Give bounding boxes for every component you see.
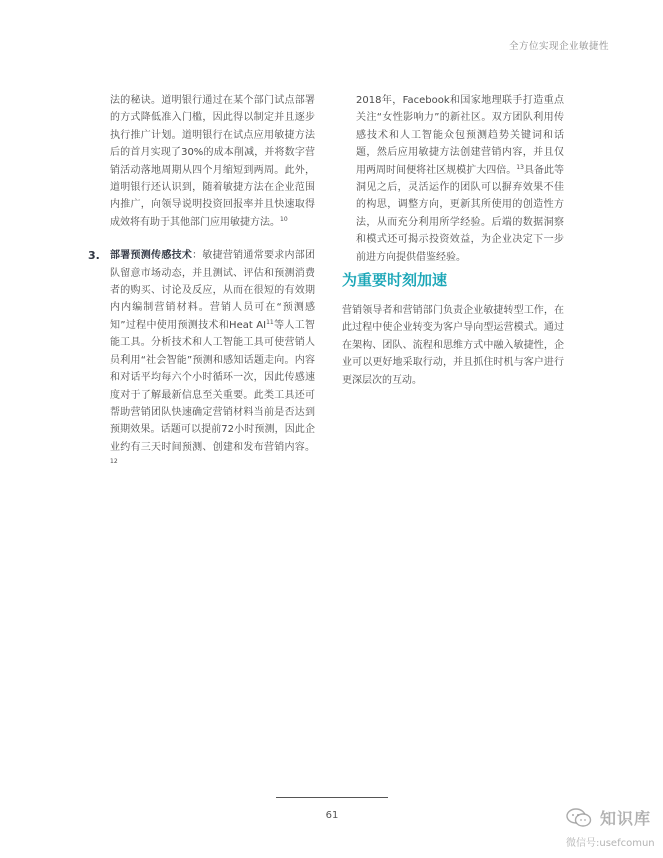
item-title: 部署预测传感技术 [110,250,193,262]
watermark [560,804,660,854]
item-number: 3. [88,249,100,263]
case-paragraph [356,92,564,266]
case-text-part1: 2018年，Facebook和国家地理联手打造重点关注“女性影响力”的新社区。双方团队利用传感技术和人工智能众包预测趋势关键词和话题，然后应用敏捷方法创建营销内容，并且仅用两周时间便将社区规模扩大四倍。 [356,95,564,176]
intro-text: 法的秘诀。道明银行通过在某个部门试点部署的方式降低准入门槛，因此得以制定并且逐步执行推广计划。道明银行在试点应用敏捷方法后的首月实现了30%的成本削减，并将数字营销活动落地周期从四个月缩短到两周。此外，道明银行还认识到，随着敏捷方法在企业范围内推广，向领导说明投资回报率并且快速取得成效将有助于其他部门应用敏捷方法。 [110,95,315,228]
watermark-subtitle: 微信号:usefcomun [566,838,655,849]
footnote-ref: 11 [266,318,274,326]
left-column [88,92,316,474]
page-number: 61 [325,810,339,821]
right-column [356,92,564,266]
accelerate-section [342,270,564,389]
numbered-item-3 [88,247,316,473]
section-paragraph: 营销领导者和营销部门负责企业敏捷转型工作，在此过程中使企业转变为客户导向型运营模式。通过在架构、团队、流程和思维方式中融入敏捷性，企业可以更好地采取行动，并且抓住时机与客户进行更深层次的互动。 [342,305,564,386]
item-body-part2: 等人工智能工具。分析技术和人工智能工具可使营销人员利用“社会智能”预测和感知话题走向。内容和对话平均每六个小时循环一次，因此传感速度对于了解最新信息至关重要。此类工具还可帮助营销团队快速确定营销材料当前是否达到预期效果。话题可以提前72小时预测，因此企业约有三天时间预测、创建和发布营销内容。 [110,319,316,453]
footnote-ref: 10 [280,215,288,223]
footnote-ref: 13 [516,163,524,171]
wechat-icon [566,808,592,828]
footnote-ref: 12 [110,458,118,466]
item-body-part1: ：敏捷营销通常要求内部团队留意市场动态，并且测试、评估和预测消费者的购买、讨论及反应，从而在很短的有效期内内编制营销材料。营销人员可在“预测感知”过程中使用预测技术和Heat AI [110,250,316,331]
section-heading: 为重要时刻加速 [342,271,448,289]
intro-paragraph [110,92,315,231]
footer-divider [276,797,388,798]
watermark-name: 知识库 [600,809,652,828]
running-header: 全方位实现企业敏捷性 [508,41,609,52]
case-text-part2: 具备此等洞见之后，灵活运作的团队可以摒弃效果不佳的构思，调整方向，更新其所使用的创造性方法，从而充分利用所学经验。后端的数据洞察和模式还可揭示投资效益，为企业决定下一步前进方向提供借鉴经验。 [356,164,565,263]
